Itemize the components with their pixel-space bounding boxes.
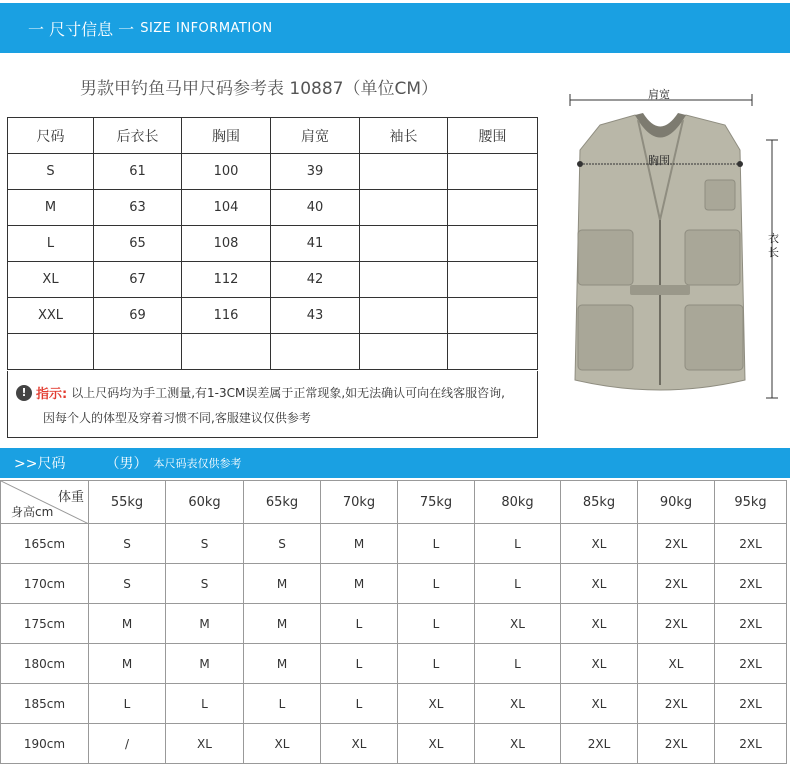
size-cell: 2XL: [715, 564, 787, 604]
size-cell: L: [398, 564, 475, 604]
size-cell: XL: [561, 524, 638, 564]
weight-col-header: 60kg: [166, 481, 244, 524]
size-table-cell: [8, 334, 94, 370]
size-table-cell: S: [8, 154, 94, 190]
size-cell: L: [89, 684, 166, 724]
weight-table-row: [1, 644, 787, 684]
vest-image: [560, 80, 790, 420]
size-table-cell: 65: [94, 226, 182, 262]
height-cell: 170cm: [1, 564, 89, 604]
size-table-cell: [360, 226, 448, 262]
size-cell: 2XL: [561, 724, 638, 764]
size-cell: L: [321, 684, 398, 724]
size-table-row: [8, 154, 538, 190]
corner-height-label: 身高cm: [11, 505, 54, 519]
size-table-cell: [360, 190, 448, 226]
size-table-cell: M: [8, 190, 94, 226]
size-cell: L: [321, 644, 398, 684]
size-col-header: 后衣长: [94, 118, 182, 154]
size-cell: XL: [475, 684, 561, 724]
size-table-cell: 43: [271, 298, 360, 334]
size-col-header: 胸围: [182, 118, 271, 154]
size-cell: L: [475, 524, 561, 564]
weight-col-header: 55kg: [89, 481, 166, 524]
notice-box: [7, 371, 538, 438]
size-cell: XL: [638, 644, 715, 684]
size-table-cell: [271, 334, 360, 370]
size-table-cell: [94, 334, 182, 370]
weight-col-header: 95kg: [715, 481, 787, 524]
size-table-row: [8, 262, 538, 298]
size-table-cell: [448, 190, 538, 226]
size-cell: XL: [244, 724, 321, 764]
height-cell: 190cm: [1, 724, 89, 764]
size-cell: L: [398, 644, 475, 684]
size-cell: M: [321, 524, 398, 564]
height-cell: 165cm: [1, 524, 89, 564]
size-table-cell: 63: [94, 190, 182, 226]
size-col-header: 肩宽: [271, 118, 360, 154]
size-table-cell: 112: [182, 262, 271, 298]
size-cell: XL: [475, 604, 561, 644]
size-table-cell: 69: [94, 298, 182, 334]
size-table-cell: [182, 334, 271, 370]
size-cell: S: [244, 524, 321, 564]
size-col-header: 袖长: [360, 118, 448, 154]
size-cell: L: [475, 564, 561, 604]
size-cell: XL: [166, 724, 244, 764]
size-cell: S: [89, 524, 166, 564]
weight-table-row: [1, 564, 787, 604]
size-table-cell: 61: [94, 154, 182, 190]
weight-table-row: [1, 724, 787, 764]
header-title-en: SIZE INFORMATION: [140, 20, 273, 36]
weight-table: [0, 480, 787, 764]
header-bar: [0, 3, 790, 53]
weight-col-header: 70kg: [321, 481, 398, 524]
size-table-cell: [448, 154, 538, 190]
size-table-cell: 104: [182, 190, 271, 226]
size-table-cell: L: [8, 226, 94, 262]
size-table: [7, 117, 538, 370]
notice-line-2: 因每个人的体型及穿着习惯不同,客服建议仅供参考: [43, 411, 311, 425]
size-cell: /: [89, 724, 166, 764]
height-cell: 180cm: [1, 644, 89, 684]
size-cell: L: [398, 604, 475, 644]
size-table-row: [8, 226, 538, 262]
size-table-header-row: [8, 118, 538, 154]
vest-diagram: [560, 80, 790, 420]
size-cell: XL: [561, 644, 638, 684]
size-cell: XL: [561, 684, 638, 724]
size-table-cell: [360, 298, 448, 334]
size-table-cell: [360, 262, 448, 298]
height-cell: 185cm: [1, 684, 89, 724]
chest-label: 胸围: [648, 154, 670, 167]
size-table-cell: XXL: [8, 298, 94, 334]
section-note: 本尺码表仅供参考: [153, 457, 242, 470]
size-cell: L: [475, 644, 561, 684]
info-icon: !: [16, 385, 32, 401]
notice-label: 指示:: [36, 387, 68, 402]
size-table-cell: 108: [182, 226, 271, 262]
size-cell: 2XL: [638, 604, 715, 644]
size-cell: XL: [321, 724, 398, 764]
weight-header-row: [1, 481, 787, 524]
size-table-cell: 67: [94, 262, 182, 298]
notice-line-1: 以上尺码均为手工测量,有1-3CM误差属于正常现象,如无法确认可向在线客服咨询,: [71, 386, 505, 400]
size-table-cell: XL: [8, 262, 94, 298]
size-cell: L: [244, 684, 321, 724]
size-cell: M: [244, 604, 321, 644]
size-table-cell: [448, 298, 538, 334]
shoulder-label: 肩宽: [648, 88, 670, 101]
size-cell: M: [89, 644, 166, 684]
size-table-row: [8, 190, 538, 226]
size-cell: XL: [398, 684, 475, 724]
size-cell: XL: [561, 604, 638, 644]
size-cell: 2XL: [715, 524, 787, 564]
size-table-cell: [360, 154, 448, 190]
size-cell: M: [321, 564, 398, 604]
section-bar: [0, 448, 790, 478]
size-cell: 2XL: [638, 524, 715, 564]
size-table-cell: 39: [271, 154, 360, 190]
section-gender: （男）: [105, 456, 148, 472]
corner-diagonal: [1, 481, 89, 524]
size-cell: L: [398, 524, 475, 564]
size-table-cell: [360, 334, 448, 370]
size-cell: M: [166, 604, 244, 644]
weight-col-header: 80kg: [475, 481, 561, 524]
weight-col-header: 90kg: [638, 481, 715, 524]
size-cell: 2XL: [638, 684, 715, 724]
size-col-header: 尺码: [8, 118, 94, 154]
size-cell: 2XL: [715, 604, 787, 644]
size-cell: M: [89, 604, 166, 644]
weight-table-row: [1, 684, 787, 724]
weight-table-row: [1, 524, 787, 564]
size-cell: 2XL: [638, 724, 715, 764]
weight-col-header: 75kg: [398, 481, 475, 524]
size-table-cell: 100: [182, 154, 271, 190]
weight-col-header: 65kg: [244, 481, 321, 524]
size-cell: XL: [475, 724, 561, 764]
size-cell: XL: [561, 564, 638, 604]
size-table-row: [8, 334, 538, 370]
size-cell: S: [166, 564, 244, 604]
size-cell: XL: [398, 724, 475, 764]
height-cell: 175cm: [1, 604, 89, 644]
size-table-cell: 41: [271, 226, 360, 262]
section-title: >>尺码: [14, 456, 66, 472]
size-cell: 2XL: [715, 724, 787, 764]
size-cell: M: [244, 644, 321, 684]
size-cell: 2XL: [638, 564, 715, 604]
corner-weight-label: 体重: [57, 490, 84, 505]
size-table-cell: [448, 262, 538, 298]
size-table-cell: 42: [271, 262, 360, 298]
size-table-cell: [448, 334, 538, 370]
size-table-title: 男款甲钓鱼马甲尺码参考表 10887（单位CM）: [80, 79, 439, 99]
weight-col-header: 85kg: [561, 481, 638, 524]
size-cell: 2XL: [715, 684, 787, 724]
size-table-cell: 40: [271, 190, 360, 226]
size-col-header: 腰围: [448, 118, 538, 154]
size-cell: L: [321, 604, 398, 644]
weight-table-row: [1, 604, 787, 644]
size-table-cell: [448, 226, 538, 262]
header-title: 一 尺寸信息 一: [28, 19, 135, 39]
size-cell: 2XL: [715, 644, 787, 684]
size-cell: S: [89, 564, 166, 604]
size-cell: S: [166, 524, 244, 564]
size-cell: L: [166, 684, 244, 724]
size-table-row: [8, 298, 538, 334]
corner-cell: [1, 481, 89, 524]
size-cell: M: [166, 644, 244, 684]
size-cell: M: [244, 564, 321, 604]
size-table-cell: 116: [182, 298, 271, 334]
length-label: 衣长: [768, 232, 779, 259]
